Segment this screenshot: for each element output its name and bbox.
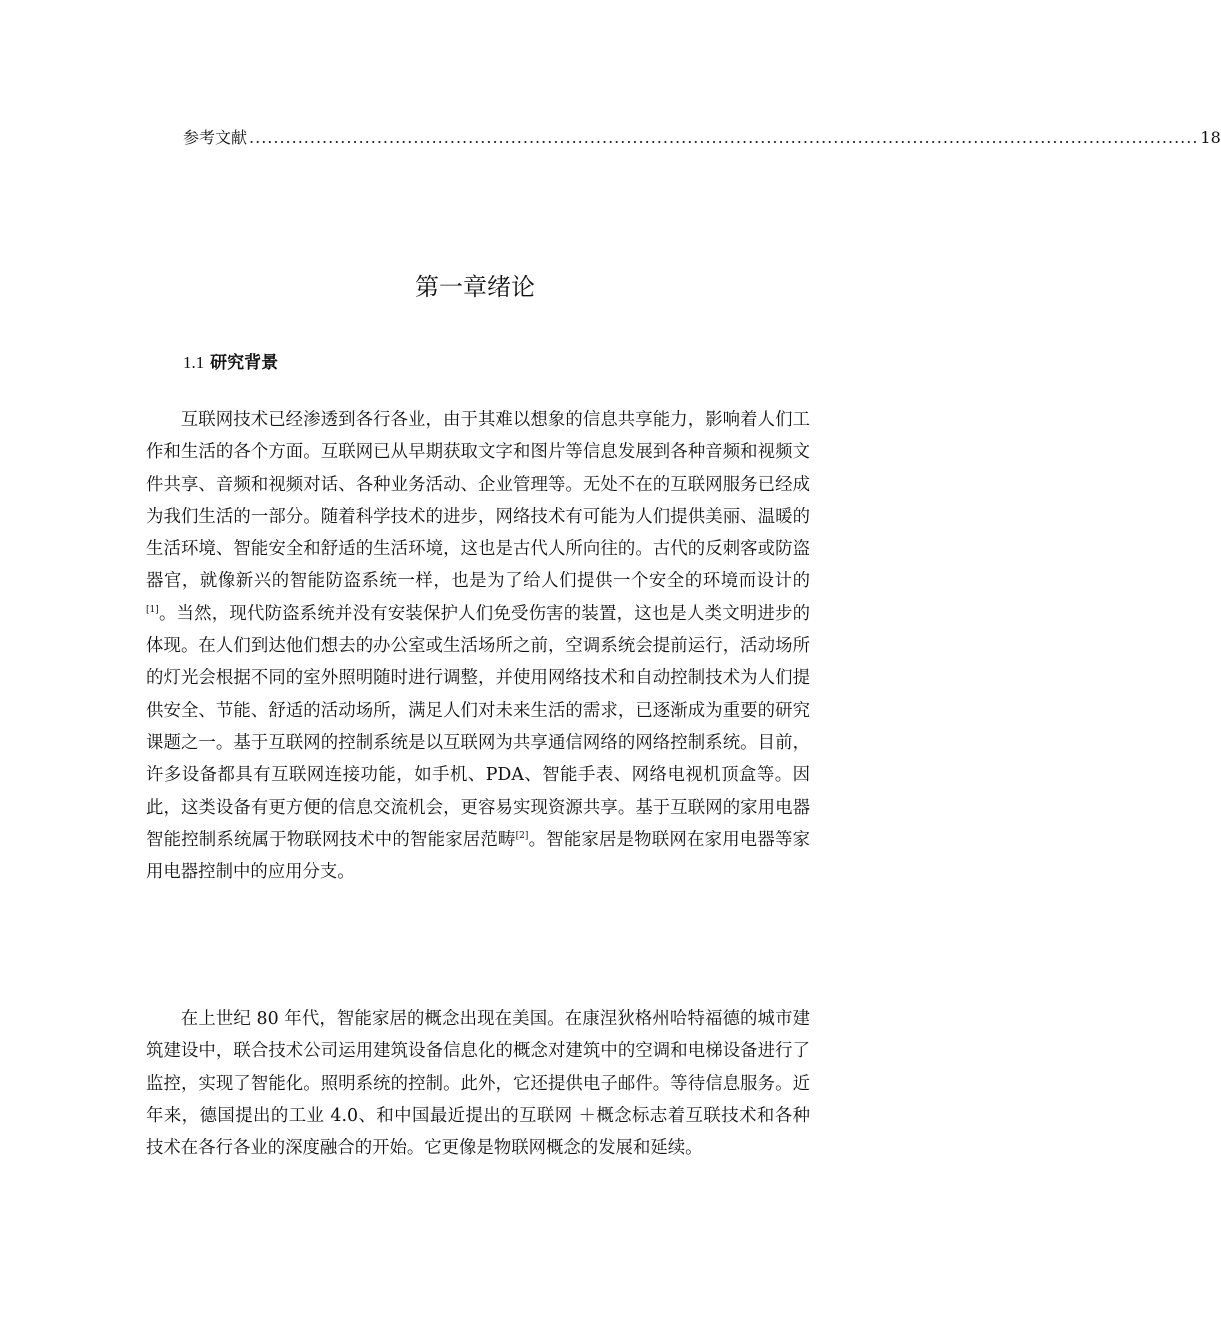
chapter-title: 第一章绪论	[415, 273, 535, 301]
citation-1[interactable]: [1]	[146, 604, 159, 615]
toc-entry-references[interactable]	[183, 126, 1221, 150]
paragraph-text: 。智能家居是物联网在家用电器等家用电器控制中的应用分支。	[146, 829, 810, 883]
section-heading	[183, 350, 278, 376]
citation-2[interactable]: [2]	[515, 830, 529, 841]
paragraph-text: 。当然，现代防盗系统并没有安装保护人们免受伤害的装置，这也是人类文明进步的体现。在人们到达他们想去的办公室或生活场所之前，空调系统会提前运行，活动场所的灯光会根据不同的室外照明随时进行调整，并使用网络技术和自动控制技术为人们提供安全、节能、舒适的活动场所，满足人们对未来生活的需求，已逐渐成为重要的研究课题之一。基于互联网的控制系统是以互联网为共享通信网络的网络控制系统。目前，许多设备都具有互联网连接功能，如手机、PDA、智能手表、网络电视机顶盒等。因此，这类设备有更方便的信息交流机会，更容易实现资源共享。基于互联网的家用电器智能控制系统属于物联网技术中的智能家居范畴	[146, 603, 810, 850]
paragraph-text: 互联网技术已经渗透到各行各业，由于其难以想象的信息共享能力，影响着人们工作和生活的各个方面。互联网已从早期获取文字和图片等信息发展到各种音频和视频文件共享、音频和视频对话、各种业务活动、企业管理等。无处不在的互联网服务已经成为我们生活的一部分。随着科学技术的进步，网络技术有可能为人们提供美丽、温暖的生活环境、智能安全和舒适的生活环境，这也是古代人所向往的。古代的反刺客或防盗器官，就像新兴的智能防盗系统一样，也是为了给人们提供一个安全的环境而设计的	[146, 410, 810, 592]
section-number: 1.1	[183, 353, 205, 372]
section-title-text: 研究背景	[210, 353, 279, 373]
toc-entry-title: 参考文献	[183, 128, 248, 147]
toc-leader-dots: ............................................................................................................................................................	[249, 128, 1199, 147]
toc-page-number: 18	[1200, 128, 1221, 147]
body-paragraph-2: 在上世纪 80 年代，智能家居的概念出现在美国。在康涅狄格州哈特福德的城市建筑建设中，联合技术公司运用建筑设备信息化的概念对建筑中的空调和电梯设备进行了监控，实现了智能化。照明系统的控制。此外，它还提供电子邮件。等待信息服务。近年来，德国提出的工业 4.0、和中国最近提出的互联网 ＋概念标志着互联技术和各种技术在各行各业的深度融合的开始。它更像是物联网概念的发展和延续。	[146, 1009, 810, 1159]
body-paragraph-1	[146, 404, 810, 888]
